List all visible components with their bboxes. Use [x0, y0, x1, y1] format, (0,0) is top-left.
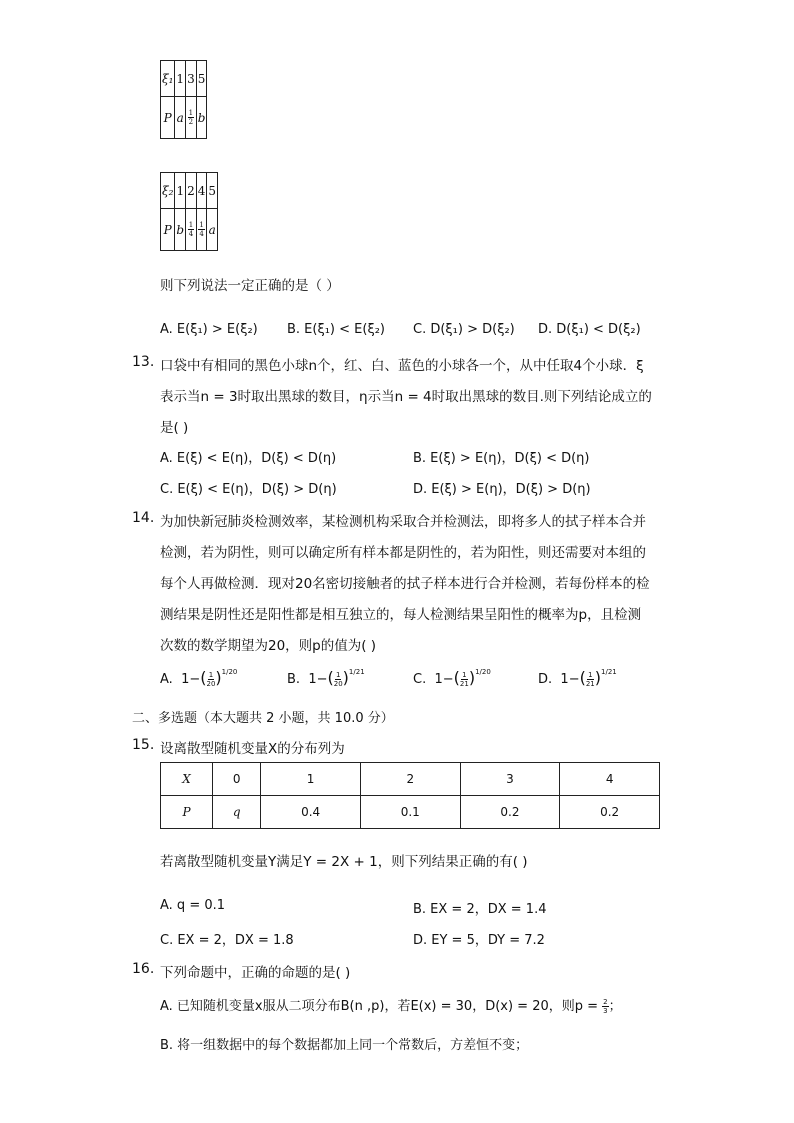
- table-cell: a: [175, 97, 186, 139]
- table-cell: 0.2: [560, 796, 660, 829]
- fraction-numerator: 1: [208, 671, 214, 679]
- table-cell: P: [161, 97, 175, 139]
- q13-number: 13.: [132, 354, 155, 370]
- table-cell: a: [207, 209, 218, 251]
- table-cell: 5: [196, 61, 207, 97]
- table-cell: b: [196, 97, 207, 139]
- q14-number: 14.: [132, 510, 155, 526]
- q12-stem: 则下列说法一定正确的是（ ）: [160, 278, 340, 294]
- fraction-denominator: 20: [333, 680, 343, 688]
- table-cell: ξ₁: [161, 61, 175, 97]
- q13-option-c: C. E(ξ) < E(η)，D(ξ) > D(η): [160, 482, 337, 497]
- q14-line-2: 检测，若为阴性，则可以确定所有样本都是阴性的，若为阳性，则还需要对本组的: [160, 545, 646, 561]
- q13-option-d: D. E(ξ) > E(η)，D(ξ) > D(η): [413, 482, 591, 497]
- q12-option-d: D. D(ξ₁) < D(ξ₂): [538, 322, 641, 337]
- exponent: 1/21: [348, 668, 365, 676]
- table-cell: P: [161, 796, 213, 829]
- distribution-table-x: [160, 762, 660, 829]
- q14-line-1: 为加快新冠肺炎检测效率，某检测机构采取合并检测法，即将多人的拭子样本合并: [160, 514, 646, 530]
- option-base: 1−: [560, 672, 580, 687]
- q15-option-c: C. EX = 2，DX = 1.8: [160, 933, 294, 948]
- table-cell-fraction: [186, 97, 197, 139]
- table-cell: b: [175, 209, 186, 251]
- option-base: 1−: [181, 672, 201, 687]
- option-label: D.: [538, 672, 553, 687]
- q12-option-a: A. E(ξ₁) > E(ξ₂): [160, 322, 258, 337]
- table-cell-fraction: [196, 209, 207, 251]
- q14-line-5: 次数的数学期望为20，则p的值为( ): [160, 638, 377, 654]
- q16-number: 16.: [132, 961, 155, 977]
- fraction-numerator: 1: [188, 221, 194, 229]
- table-cell: 0.2: [460, 796, 560, 829]
- table-cell: ξ₂: [161, 173, 175, 209]
- q15-stem: 设离散型随机变量X的分布列为: [160, 741, 345, 757]
- table-cell: 1: [261, 763, 361, 796]
- table-cell: X: [161, 763, 213, 796]
- fraction-denominator: 2: [188, 118, 194, 126]
- table-cell: 5: [207, 173, 218, 209]
- q14-option-d: D. 1−( $\frac{1}{21}$ )$^{1/21}$: [538, 668, 617, 688]
- section-heading: 二、多选题（本大题共 2 小题，共 10.0 分）: [132, 711, 394, 726]
- q13-line-3: 是( ): [160, 420, 189, 436]
- table-cell: P: [161, 209, 175, 251]
- exponent: 1/20: [221, 668, 238, 676]
- q15-option-d: D. EY = 5，DY = 7.2: [413, 933, 545, 948]
- table-cell: 4: [560, 763, 660, 796]
- fraction-denominator: 4: [188, 230, 194, 238]
- table-cell: 2: [186, 173, 197, 209]
- q14-option-b: B. 1−( $\frac{1}{20}$ )$^{1/21}$: [287, 668, 365, 688]
- table-cell: 4: [196, 173, 207, 209]
- distribution-table-xi1: [160, 60, 207, 139]
- q14-option-a: A. 1−( $\frac{1}{20}$ )$^{1/20}$: [160, 668, 238, 688]
- distribution-table-xi2: [160, 172, 218, 251]
- fraction-numerator: 1: [588, 671, 593, 679]
- fraction-numerator: 1: [462, 671, 467, 679]
- table-cell: q: [213, 796, 261, 829]
- fraction-numerator: 1: [188, 109, 194, 117]
- q15-number: 15.: [132, 737, 155, 753]
- table-cell: 0.1: [360, 796, 460, 829]
- option-label: A.: [160, 672, 173, 687]
- table-cell: 3: [186, 61, 197, 97]
- fraction-numerator: 1: [335, 671, 341, 679]
- q15-stem-2: 若离散型随机变量Y满足Y = 2X + 1，则下列结果正确的有( ): [160, 854, 528, 870]
- table-cell: 3: [460, 763, 560, 796]
- exponent: 1/21: [601, 668, 617, 676]
- q13-option-b: B. E(ξ) > E(η)，D(ξ) < D(η): [413, 451, 590, 466]
- table-cell: 2: [360, 763, 460, 796]
- q13-line-2: 表示当n = 3时取出黑球的数目，η示当n = 4时取出黑球的数目.则下列结论成立的: [160, 389, 652, 405]
- option-base: 1−: [434, 672, 454, 687]
- fraction-denominator: 21: [459, 680, 469, 688]
- q12-option-c: C. D(ξ₁) > D(ξ₂): [413, 322, 515, 337]
- q16-stem: 下列命题中，正确的命题的是( ): [160, 965, 351, 981]
- fraction-numerator: 2: [603, 998, 608, 1006]
- option-base: 1−: [308, 672, 328, 687]
- fraction-denominator: 21: [585, 680, 595, 688]
- table-cell: 0.4: [261, 796, 361, 829]
- q13-option-a: A. E(ξ) < E(η)，D(ξ) < D(η): [160, 451, 337, 466]
- table-cell: 1: [175, 173, 186, 209]
- table-cell: 0: [213, 763, 261, 796]
- q14-option-c: C. 1−( $\frac{1}{21}$ )$^{1/20}$: [413, 668, 491, 688]
- q15-option-a: A. q = 0.1: [160, 898, 226, 913]
- table-cell: 1: [175, 61, 186, 97]
- q14-line-4: 测结果是阴性还是阳性都是相互独立的，每人检测结果呈阳性的概率为p，且检测: [160, 607, 642, 623]
- option-text: A. 已知随机变量x服从二项分布B(n ,p)，若E(x) = 30，D(x) = 20，则p =: [160, 999, 603, 1014]
- table-cell-fraction: [186, 209, 197, 251]
- fraction-denominator: 3: [603, 1007, 608, 1015]
- q14-line-3: 每个人再做检测．现对20名密切接触者的拭子样本进行合并检测，若每份样本的检: [160, 576, 650, 592]
- exponent: 1/20: [475, 668, 491, 676]
- fraction-denominator: 20: [206, 680, 216, 688]
- q16-option-a: [160, 995, 622, 1015]
- fraction-numerator: 1: [199, 221, 204, 229]
- option-end: ；: [608, 999, 622, 1014]
- option-label: B.: [287, 672, 301, 687]
- q13-line-1: 口袋中有相同的黑色小球n个，红、白、蓝色的小球各一个，从中任取4个小球．ξ: [160, 358, 644, 374]
- option-label: C.: [413, 672, 427, 687]
- q12-option-b: B. E(ξ₁) < E(ξ₂): [287, 322, 385, 337]
- q16-option-b: B. 将一组数据中的每个数据都加上同一个常数后，方差恒不变；: [160, 1038, 529, 1053]
- fraction-denominator: 4: [199, 230, 204, 238]
- q15-option-b: B. EX = 2，DX = 1.4: [413, 902, 547, 917]
